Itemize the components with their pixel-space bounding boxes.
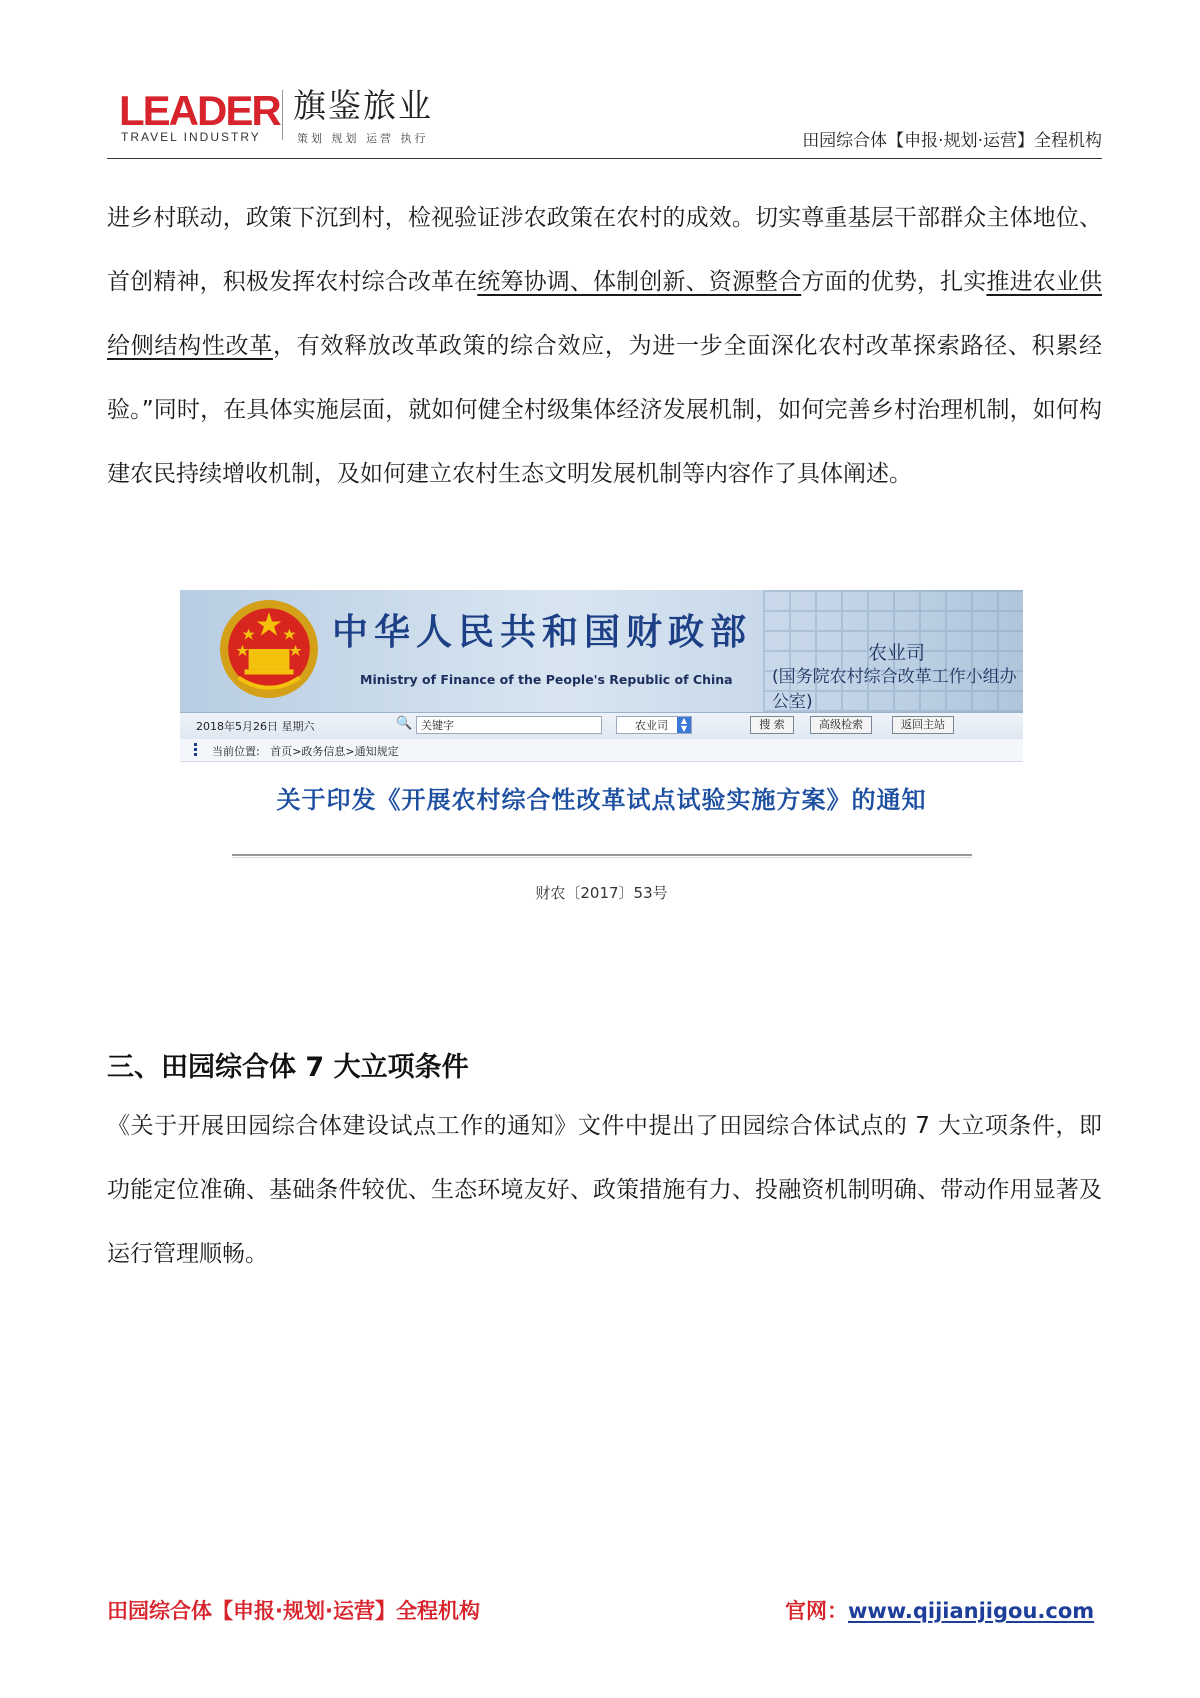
paragraph-text: 进乡村联动，政策下沉到村，检视验证涉农政策在农村的成效。切实尊重基层干部群众主体地位、首创精神，积极发挥农村综合改革在 [107,205,1102,295]
ministry-notice-screenshot [180,590,1023,902]
breadcrumb-marker-icon [194,743,197,757]
department-name: 农业司 [868,642,926,664]
return-home-button[interactable]: 返回主站 [892,716,954,734]
page-header [107,78,1102,159]
footer-website [785,1595,1094,1625]
body-paragraph-2 [107,1094,1102,1286]
paragraph-text: 方面的优势，扎实 [801,269,987,295]
current-date: 2018年5月26日 星期六 [196,720,315,733]
title-divider-shadow [232,857,972,858]
ministry-name-en: Ministry of Finance of the People's Republic of China [360,672,733,687]
ministry-name-cn: 中华人民共和国财政部 [332,611,753,653]
underlined-phrase: 推进农业供给侧结构性改革 [107,269,1103,359]
website-label: 官网： [785,1599,848,1623]
body-paragraph-1 [107,186,1102,506]
advanced-search-button[interactable]: 高级检索 [810,716,872,734]
paragraph-text: 《关于开展田园综合体建设试点工作的通知》文件中提出了田园综合体试点的 7 大立项条件，即功能定位准确、基础条件较优、生态环境友好、政策措施有力、投融资机制明确、带动作用显著及运行管理顺畅。 [107,1113,1102,1267]
brand-name-cn: 旗鉴旅业 [293,86,433,125]
leader-logo: LEADER [119,87,280,134]
select-arrow-icon: ▲ ▼ [677,717,691,733]
footer-tagline: 田园综合体【申报·规划·运营】全程机构 [107,1599,480,1623]
search-bar [180,712,1023,740]
underlined-phrase: 统筹协调、体制创新、资源整合 [477,269,802,295]
department-select[interactable] [616,716,692,734]
national-emblem-icon [218,598,320,700]
select-value: 农业司 [635,719,668,732]
breadcrumb-text [212,743,399,759]
notice-title: 关于印发《开展农村综合性改革试点试验实施方案》的通知 [276,786,927,814]
paragraph-text: ，有效释放改革政策的综合效应，为进一步全面深化农村改革探索路径、积累经验。”同时，在具体实施层面，就如何健全村级集体经济发展机制，如何完善乡村治理机制，如何构建农民持续增收机制，及如何建立农村生态文明发展机制等内容作了具体阐述。 [107,333,1103,487]
section-heading: 三、田园综合体 7 大立项条件 [107,1052,469,1083]
ministry-banner [180,590,1023,712]
title-divider [232,854,972,856]
search-icon: 🔍 [396,716,413,731]
breadcrumb-path[interactable]: 首页>政务信息>通知规定 [270,745,399,758]
search-button[interactable]: 搜 索 [750,716,794,734]
brand-subtitle-cn: 策划 规划 运营 执行 [297,132,429,145]
department-office: (国务院农村综合改革工作小组办公室) [772,667,1017,712]
breadcrumb-label: 当前位置: [212,745,260,758]
logo-subtitle: TRAVEL INDUSTRY [121,130,261,144]
header-tagline: 田园综合体【申报·规划·运营】全程机构 [802,131,1102,151]
document-number: 财农〔2017〕53号 [535,884,668,902]
keyword-input[interactable]: 关键字 [416,716,602,734]
website-link[interactable]: www.qijianjigou.com [848,1599,1095,1623]
breadcrumb [180,739,1023,762]
logo-divider [282,90,283,140]
